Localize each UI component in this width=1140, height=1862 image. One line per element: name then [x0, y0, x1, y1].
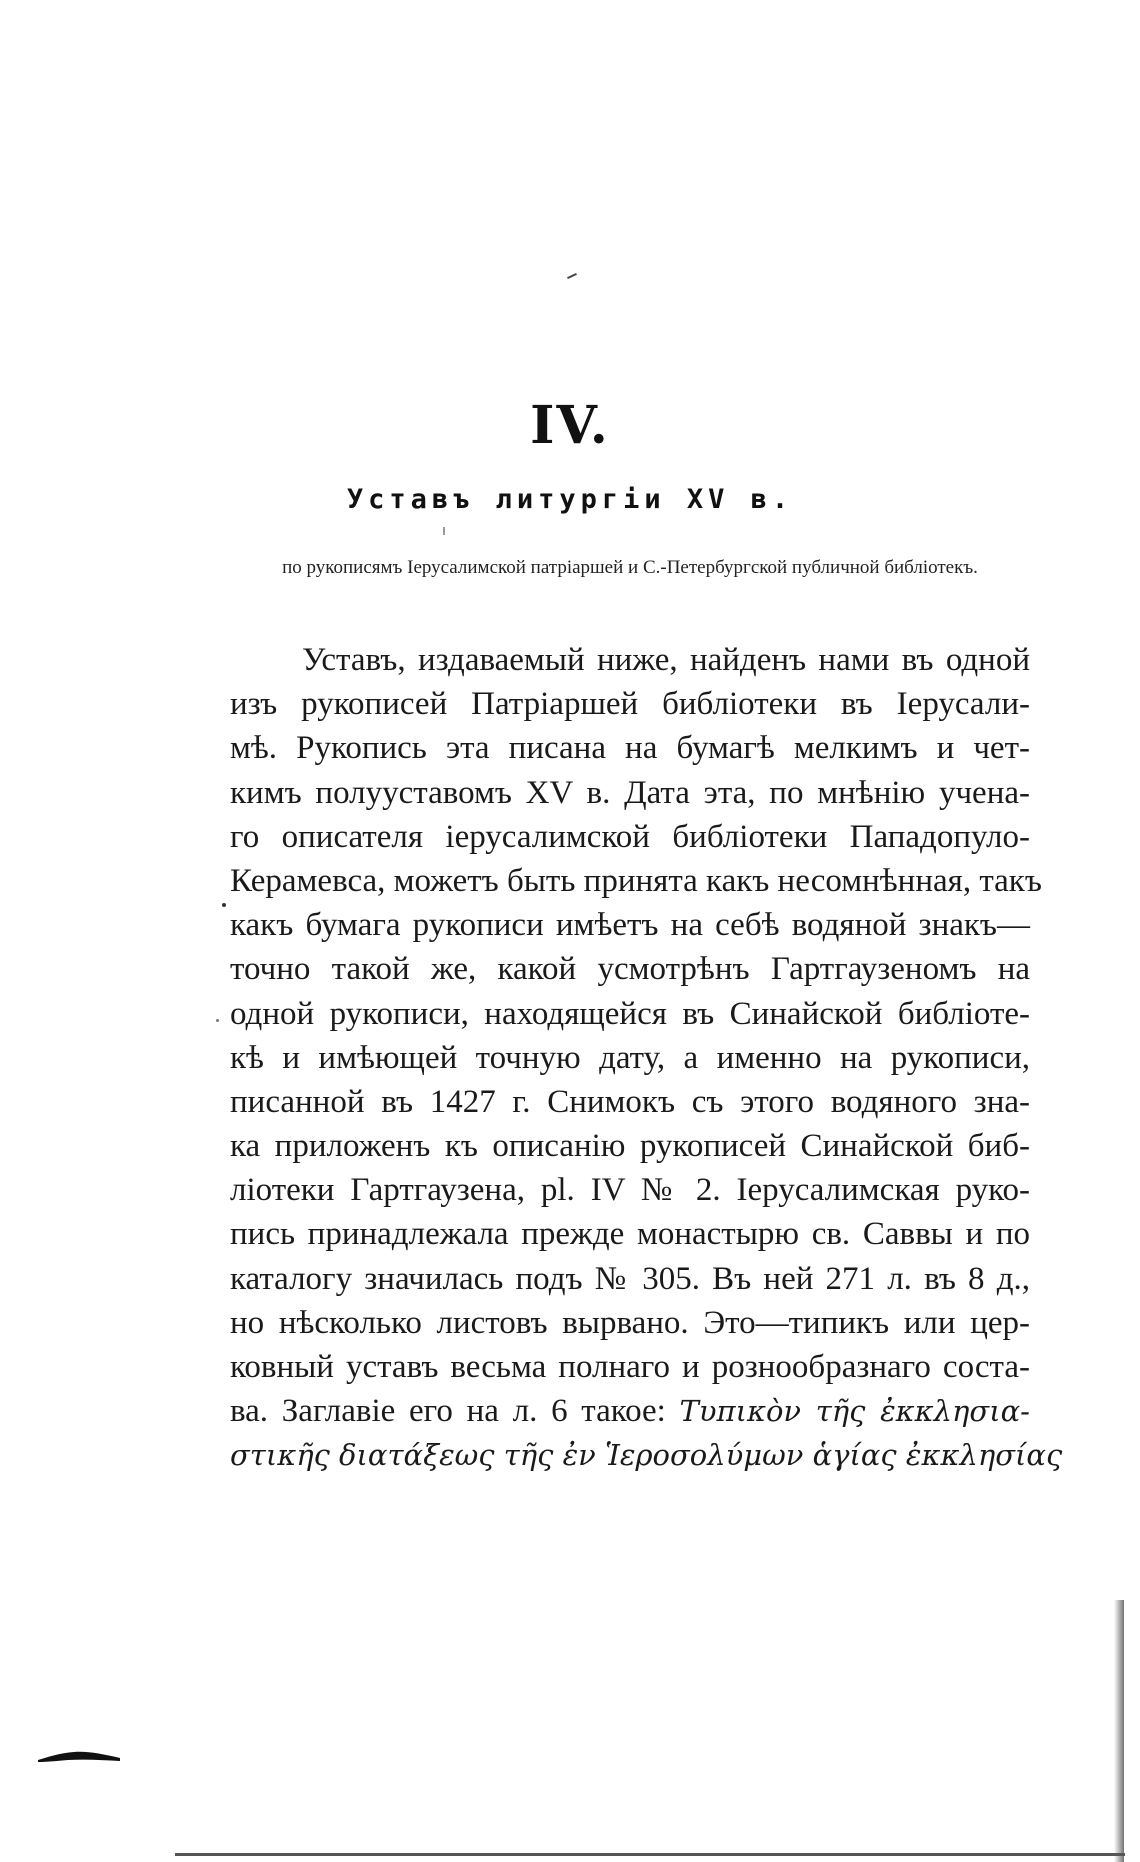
text-line: писанной въ 1427 г. Снимокъ съ этого водяного зна-: [230, 1083, 1030, 1120]
margin-dot: [216, 1019, 219, 1022]
text-line: Уставъ, издаваемый ниже, найденъ нами въ одной: [302, 642, 1030, 678]
chapter-number: IV.: [530, 395, 610, 456]
text-line: кимъ полууставомъ XV в. Дата эта, по мнѣнію учена-: [230, 774, 1030, 811]
stray-mark: [443, 527, 445, 535]
text-line: го описателя іерусалимской библіотеки Пападопуло-: [230, 818, 1030, 855]
text-line: точно такой же, какой усмотрѣнъ Гартгаузеномъ на: [230, 951, 1030, 988]
body-paragraph: [230, 638, 1063, 1478]
text-line: Керамевса, можетъ быть принята какъ несомнѣнная, такъ: [230, 862, 1042, 899]
text-line: какъ бумага рукописи имѣетъ на себѣ водяной знакъ—: [230, 907, 1030, 944]
text-line: ковный уставъ весьма полнаго и рознообразнаго соста-: [230, 1349, 1030, 1385]
text-line: ка приложенъ къ описанію рукописей Синайской биб-: [230, 1128, 1030, 1165]
text-line-with-greek: [230, 1389, 1030, 1433]
text-line: каталогу значилась подъ № 305. Въ ней 271 л. въ 8 д.,: [230, 1260, 1030, 1297]
page-edge-shadow: [1114, 1600, 1124, 1862]
text-line: ліотеки Гартгаузена, pl. IV № 2. Іерусалимская руко-: [230, 1172, 1030, 1209]
text-line: кѣ и имѣющей точную дату, а именно на рукописи,: [230, 1039, 1030, 1076]
text-line: одной рукописи, находящейся въ Синайской библіоте-: [230, 995, 1030, 1032]
ink-blot: [38, 1748, 120, 1766]
text-line-start: ва. Заглавіе его на л. 6 такое:: [230, 1393, 666, 1430]
section-subtitle: по рукописямъ Іерусалимской патріаршей и С.-Петербургской публичной библіотекъ.: [282, 557, 978, 578]
page-bottom-edge: [175, 1853, 1125, 1856]
section-title: Уставъ литургіи XV в.: [346, 484, 794, 515]
greek-title-part-1: Τυπικὸν τῆς ἐκκλησια-: [679, 1394, 1030, 1429]
text-line: но нѣсколько листовъ вырвано. Это—типикъ или цер-: [230, 1304, 1030, 1341]
text-line: мѣ. Рукопись эта писана на бумагѣ мелкимъ и чет-: [230, 730, 1030, 767]
text-line: изъ рукописей Патріаршей библіотеки въ Іерусали-: [230, 686, 1030, 723]
margin-dot: [222, 903, 226, 907]
text-line: пись принадлежала прежде монастырю св. Саввы и по: [230, 1216, 1030, 1253]
greek-title-part-2: στικῆς διατάξεως τῆς ἐν Ἱεροσολύμων ἁγίας ἐκκλησίας: [230, 1438, 1063, 1473]
stray-mark: [567, 273, 577, 279]
